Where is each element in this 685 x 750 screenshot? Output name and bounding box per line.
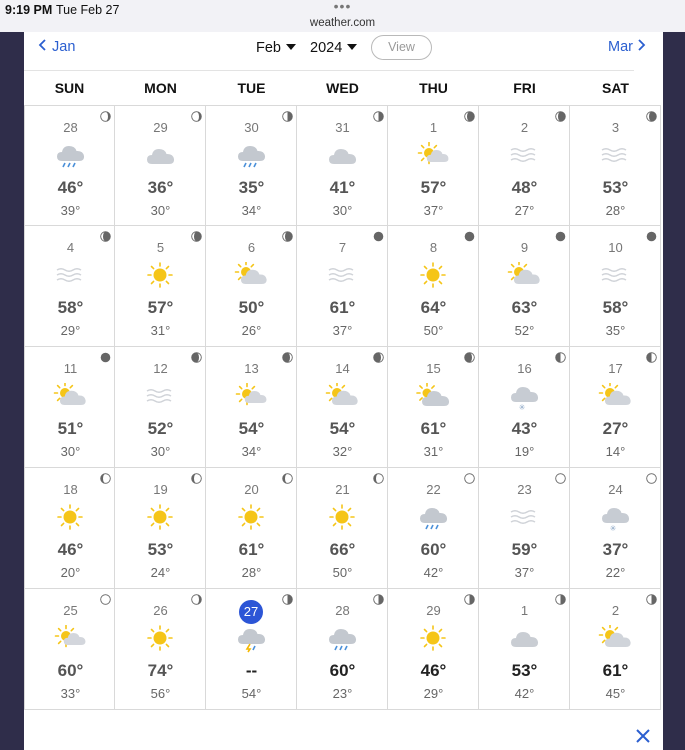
moon-phase-icon (100, 109, 111, 120)
moon-phase-icon (464, 350, 475, 361)
fog-icon (53, 262, 87, 288)
day-number: 12 (153, 361, 168, 376)
moon-phase-icon (373, 229, 384, 240)
day-cell[interactable] (24, 105, 115, 226)
day-cell[interactable] (115, 589, 206, 710)
high-temp: 60° (329, 661, 356, 680)
today-date: 27 (239, 600, 263, 624)
high-temp: 61° (602, 661, 629, 680)
low-temp: 33° (60, 686, 81, 701)
close-icon[interactable] (634, 727, 652, 745)
view-button[interactable]: View (371, 35, 432, 60)
day-cell[interactable] (297, 226, 388, 347)
day-number: 2 (611, 603, 620, 618)
high-temp: 61° (420, 419, 447, 438)
cloudy-icon (325, 142, 359, 168)
moon-phase-icon (282, 592, 293, 603)
low-temp: 22° (605, 565, 626, 580)
moon-phase-icon (282, 109, 293, 120)
weekday-label: SUN (54, 80, 85, 96)
day-number: 30 (244, 120, 259, 135)
sunny-icon (325, 504, 359, 530)
status-bar (0, 0, 685, 32)
low-temp: 37° (423, 203, 444, 218)
low-temp: 29° (60, 323, 81, 338)
low-temp: 28° (605, 203, 626, 218)
day-cell[interactable] (297, 105, 388, 226)
high-temp: 60° (420, 540, 447, 559)
high-temp: 61° (329, 298, 356, 317)
low-temp: 54° (241, 686, 262, 701)
moon-phase-icon (373, 592, 384, 603)
low-temp: 34° (241, 203, 262, 218)
day-cell[interactable] (24, 468, 115, 589)
low-temp: 35° (605, 323, 626, 338)
month-value: Feb (256, 40, 281, 56)
moon-phase-icon (191, 592, 202, 603)
high-temp: 57° (147, 298, 174, 317)
moon-phase-icon (282, 350, 293, 361)
day-cell[interactable] (115, 226, 206, 347)
mostly-cloudy-icon (416, 383, 450, 409)
weekday-header (24, 80, 663, 100)
month-navigation (24, 32, 663, 72)
day-number: 10 (608, 240, 623, 255)
high-temp: 60° (57, 661, 84, 680)
partly-cloudy-icon (507, 262, 541, 288)
moon-phase-icon (464, 109, 475, 120)
day-cell[interactable] (24, 589, 115, 710)
low-temp: 30° (150, 203, 171, 218)
high-temp: 54° (329, 419, 356, 438)
day-number: 22 (426, 482, 441, 497)
high-temp: 58° (602, 298, 629, 317)
high-temp: 46° (57, 178, 84, 197)
snow-icon (598, 504, 632, 530)
day-cell[interactable] (115, 468, 206, 589)
low-temp: 34° (241, 444, 262, 459)
low-temp: 52° (514, 323, 535, 338)
divider (24, 70, 634, 71)
fog-icon (598, 142, 632, 168)
high-temp: 50° (238, 298, 265, 317)
day-cell[interactable] (479, 589, 570, 710)
day-cell[interactable] (206, 468, 297, 589)
high-temp: 35° (238, 178, 265, 197)
fog-icon (507, 142, 541, 168)
partly-cloudy-icon (234, 262, 268, 288)
low-temp: 23° (332, 686, 353, 701)
sunny-icon (53, 504, 87, 530)
day-number: 29 (426, 603, 441, 618)
moon-phase-icon (373, 350, 384, 361)
year-dropdown[interactable] (310, 40, 357, 56)
day-number: 18 (63, 482, 78, 497)
high-temp: 53° (147, 540, 174, 559)
low-temp: 39° (60, 203, 81, 218)
day-number: 11 (63, 361, 78, 376)
day-number: 13 (244, 361, 259, 376)
moon-phase-icon (282, 229, 293, 240)
moon-phase-icon (191, 109, 202, 120)
weekday-label: WED (326, 80, 359, 96)
next-month-label: Mar (608, 39, 633, 55)
high-temp: 59° (511, 540, 538, 559)
svg-text:✳: ✳ (609, 524, 617, 532)
sunny-icon (416, 262, 450, 288)
status-time: 9:19 PM (5, 3, 53, 17)
sunny-icon (143, 262, 177, 288)
partly-cloudy-icon (598, 383, 632, 409)
weekday-label: THU (419, 80, 448, 96)
day-number: 6 (247, 240, 256, 255)
year-value: 2024 (310, 40, 343, 56)
day-number: 26 (153, 603, 168, 618)
day-cell[interactable] (570, 468, 661, 589)
fog-icon (143, 383, 177, 409)
high-temp: 52° (147, 419, 174, 438)
day-cell[interactable] (388, 347, 479, 468)
low-temp: 31° (423, 444, 444, 459)
moon-phase-icon (191, 229, 202, 240)
day-cell[interactable] (297, 589, 388, 710)
day-number: 25 (63, 603, 78, 618)
high-temp: 43° (511, 419, 538, 438)
weekday-label: MON (144, 80, 177, 96)
day-number: 5 (156, 240, 165, 255)
low-temp: 30° (332, 203, 353, 218)
more-icon[interactable]: ••• (333, 0, 352, 14)
low-temp: 20° (60, 565, 81, 580)
low-temp: 28° (241, 565, 262, 580)
day-cell[interactable] (570, 226, 661, 347)
day-number: 29 (153, 120, 168, 135)
day-number: 2 (520, 120, 529, 135)
low-temp: 31° (150, 323, 171, 338)
next-month-link[interactable] (608, 39, 647, 55)
high-temp: 54° (238, 419, 265, 438)
moon-phase-icon (646, 471, 657, 482)
partly-cloudy-icon (598, 625, 632, 651)
day-number: 4 (66, 240, 75, 255)
day-cell[interactable] (479, 468, 570, 589)
low-temp: 37° (514, 565, 535, 580)
day-number: 28 (63, 120, 78, 135)
thunderstorm-icon (234, 625, 268, 651)
sunny-icon (143, 625, 177, 651)
day-number: 19 (153, 482, 168, 497)
moon-phase-icon (555, 229, 566, 240)
right-border (663, 32, 685, 750)
left-border (0, 32, 24, 750)
high-temp: -- (245, 661, 258, 680)
sun-cloud-dim-icon (234, 383, 268, 409)
moon-phase-icon (191, 350, 202, 361)
day-cell[interactable] (206, 589, 297, 710)
fog-icon (507, 504, 541, 530)
rain-icon (416, 504, 450, 530)
fog-icon (325, 262, 359, 288)
day-cell[interactable] (388, 226, 479, 347)
caret-down-icon (347, 44, 357, 50)
high-temp: 53° (511, 661, 538, 680)
moon-phase-icon (464, 229, 475, 240)
moon-phase-icon (282, 471, 293, 482)
day-cell[interactable] (297, 347, 388, 468)
high-temp: 53° (602, 178, 629, 197)
day-cell[interactable] (206, 226, 297, 347)
prev-month-link[interactable] (38, 39, 75, 55)
day-number: 1 (520, 603, 529, 618)
calendar-panel (24, 32, 663, 750)
day-cell[interactable] (24, 226, 115, 347)
day-number: 20 (244, 482, 259, 497)
high-temp: 74° (147, 661, 174, 680)
moon-phase-icon (464, 592, 475, 603)
low-temp: 27° (514, 203, 535, 218)
low-temp: 50° (423, 323, 444, 338)
high-temp: 64° (420, 298, 447, 317)
cloudy-icon (507, 625, 541, 651)
low-temp: 14° (605, 444, 626, 459)
moon-phase-icon (100, 229, 111, 240)
sunny-icon (143, 504, 177, 530)
moon-phase-icon (100, 471, 111, 482)
rain-icon (53, 142, 87, 168)
low-temp: 30° (150, 444, 171, 459)
weekday-label: TUE (237, 80, 266, 96)
weekday-label: SAT (602, 80, 629, 96)
day-cell[interactable] (570, 105, 661, 226)
high-temp: 46° (420, 661, 447, 680)
low-temp: 56° (150, 686, 171, 701)
day-cell[interactable] (297, 468, 388, 589)
moon-phase-icon (555, 109, 566, 120)
day-cell[interactable] (570, 347, 661, 468)
fog-icon (598, 262, 632, 288)
low-temp: 42° (423, 565, 444, 580)
moon-phase-icon (555, 471, 566, 482)
day-number: 31 (335, 120, 350, 135)
high-temp: 36° (147, 178, 174, 197)
high-temp: 57° (420, 178, 447, 197)
moon-phase-icon (646, 350, 657, 361)
low-temp: 42° (514, 686, 535, 701)
day-number: 16 (517, 361, 532, 376)
day-cell[interactable] (115, 105, 206, 226)
high-temp: 41° (329, 178, 356, 197)
moon-phase-icon (100, 350, 111, 361)
day-number: 24 (608, 482, 623, 497)
day-cell[interactable] (388, 105, 479, 226)
sun-cloud-dim-icon (416, 142, 450, 168)
low-temp: 37° (332, 323, 353, 338)
day-number: 7 (338, 240, 347, 255)
moon-phase-icon (646, 592, 657, 603)
day-cell[interactable] (479, 105, 570, 226)
day-number: 1 (429, 120, 438, 135)
high-temp: 66° (329, 540, 356, 559)
moon-phase-icon (191, 471, 202, 482)
low-temp: 24° (150, 565, 171, 580)
day-number: 3 (611, 120, 620, 135)
moon-phase-icon (555, 592, 566, 603)
day-cell[interactable] (24, 347, 115, 468)
low-temp: 26° (241, 323, 262, 338)
high-temp: 61° (238, 540, 265, 559)
high-temp: 48° (511, 178, 538, 197)
partly-cloudy-icon (325, 383, 359, 409)
chevron-left-icon (38, 39, 48, 55)
sunny-icon (234, 504, 268, 530)
high-temp: 58° (57, 298, 84, 317)
high-temp: 63° (511, 298, 538, 317)
day-cell[interactable] (570, 589, 661, 710)
sunny-icon (416, 625, 450, 651)
low-temp: 30° (60, 444, 81, 459)
day-number: 14 (335, 361, 350, 376)
high-temp: 37° (602, 540, 629, 559)
low-temp: 45° (605, 686, 626, 701)
cloudy-icon (143, 142, 177, 168)
day-number: 23 (517, 482, 532, 497)
day-cell[interactable] (479, 226, 570, 347)
sun-cloud-dim-icon (53, 625, 87, 651)
rain-icon (325, 625, 359, 651)
weekday-label: FRI (513, 80, 536, 96)
day-number: 21 (335, 482, 350, 497)
day-cell[interactable] (388, 589, 479, 710)
prev-month-label: Jan (52, 39, 76, 55)
day-number: 9 (520, 240, 529, 255)
url-bar[interactable]: weather.com (309, 17, 376, 29)
moon-phase-icon (373, 471, 384, 482)
svg-text:✳: ✳ (518, 403, 526, 411)
moon-phase-icon (646, 229, 657, 240)
day-number: 15 (426, 361, 441, 376)
high-temp: 46° (57, 540, 84, 559)
moon-phase-icon (555, 350, 566, 361)
month-dropdown[interactable] (256, 40, 296, 56)
moon-phase-icon (646, 109, 657, 120)
day-cell[interactable] (206, 105, 297, 226)
day-cell[interactable] (479, 347, 570, 468)
moon-phase-icon (100, 592, 111, 603)
day-cell[interactable] (388, 468, 479, 589)
status-date: Tue Feb 27 (56, 3, 120, 17)
day-cell[interactable] (206, 347, 297, 468)
day-number: 17 (608, 361, 623, 376)
partly-cloudy-icon (53, 383, 87, 409)
high-temp: 27° (602, 419, 629, 438)
moon-phase-icon (373, 109, 384, 120)
day-cell[interactable] (115, 347, 206, 468)
rain-icon (234, 142, 268, 168)
chevron-right-icon (637, 39, 647, 55)
day-number: 8 (429, 240, 438, 255)
high-temp: 51° (57, 419, 84, 438)
low-temp: 50° (332, 565, 353, 580)
snow-icon (507, 383, 541, 409)
low-temp: 19° (514, 444, 535, 459)
caret-down-icon (286, 44, 296, 50)
day-number: 28 (335, 603, 350, 618)
moon-phase-icon (464, 471, 475, 482)
low-temp: 29° (423, 686, 444, 701)
low-temp: 32° (332, 444, 353, 459)
